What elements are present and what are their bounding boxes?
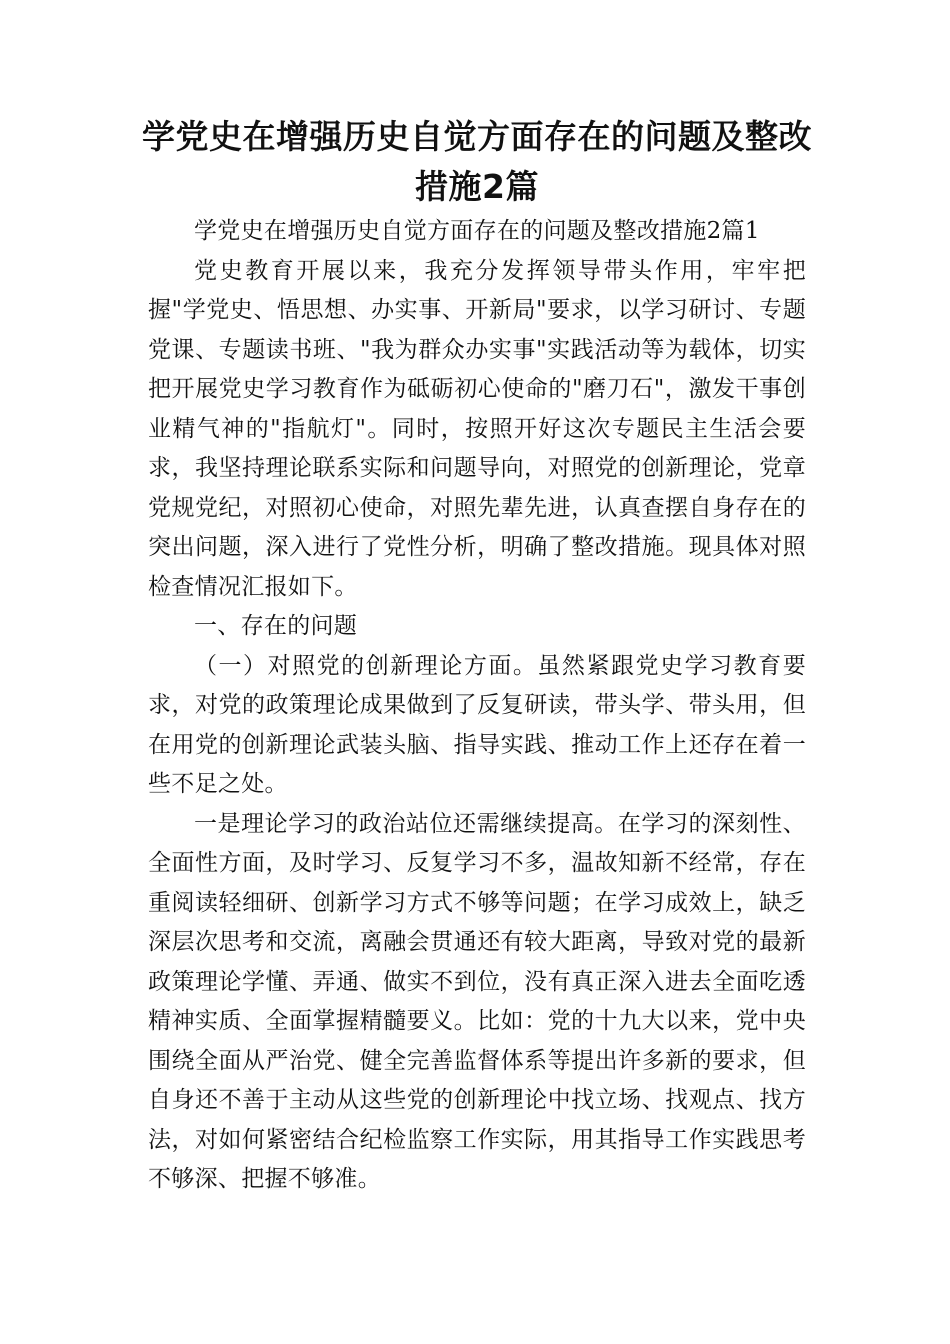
point-one-paragraph: 一是理论学习的政治站位还需继续提高。在学习的深刻性、全面性方面，及时学习、反复学习不多，温故知新不经常，存在重阅读轻细研、创新学习方式不够等问题；在学习成效上，缺乏深层次思考和交流，离融会贯通还有较大距离，导致对党的最新政策理论学懂、弄通、做实不到位，没有真正深入进去全面吃透精神实质、全面掌握精髓要义。比如：党的十九大以来，党中央围绕全面从严治党、健全完善监督体系等提出许多新的要求，但自身还不善于主动从这些党的创新理论中找立场、找观点、找方法，对如何紧密结合纪检监察工作实际，用其指导工作实践思考不够深、把握不够准。	[148, 810, 806, 1192]
section-heading: 一、存在的问题	[194, 613, 358, 639]
document-page	[142, 112, 812, 1200]
intro-paragraph: 党史教育开展以来，我充分发挥领导带头作用，牢牢把握"学党史、悟思想、办实事、开新局"要求，以学习研讨、专题党课、专题读书班、"我为群众办实事"实践活动等为载体，切实把开展党史学习教育作为砥砺初心使命的"磨刀石"，激发干事创业精气神的"指航灯"。同时，按照开好这次专题民主生活会要求，我坚持理论联系实际和问题导向，对照党的创新理论，党章党规党纪，对照初心使命，对照先辈先进，认真查摆自身存在的突出问题，深入进行了党性分析，明确了整改措施。现具体对照检查情况汇报如下。	[148, 257, 806, 600]
subsection-paragraph: （一）对照党的创新理论方面。虽然紧跟党史学习教育要求，对党的政策理论成果做到了反复研读，带头学、带头用，但在用党的创新理论武装头脑、指导实践、推动工作上还存在着一些不足之处。	[148, 652, 806, 797]
document-title: 学党史在增强历史自觉方面存在的问题及整改措施2篇	[142, 117, 812, 206]
subtitle-paragraph: 学党史在增强历史自觉方面存在的问题及整改措施2篇1	[194, 218, 760, 244]
